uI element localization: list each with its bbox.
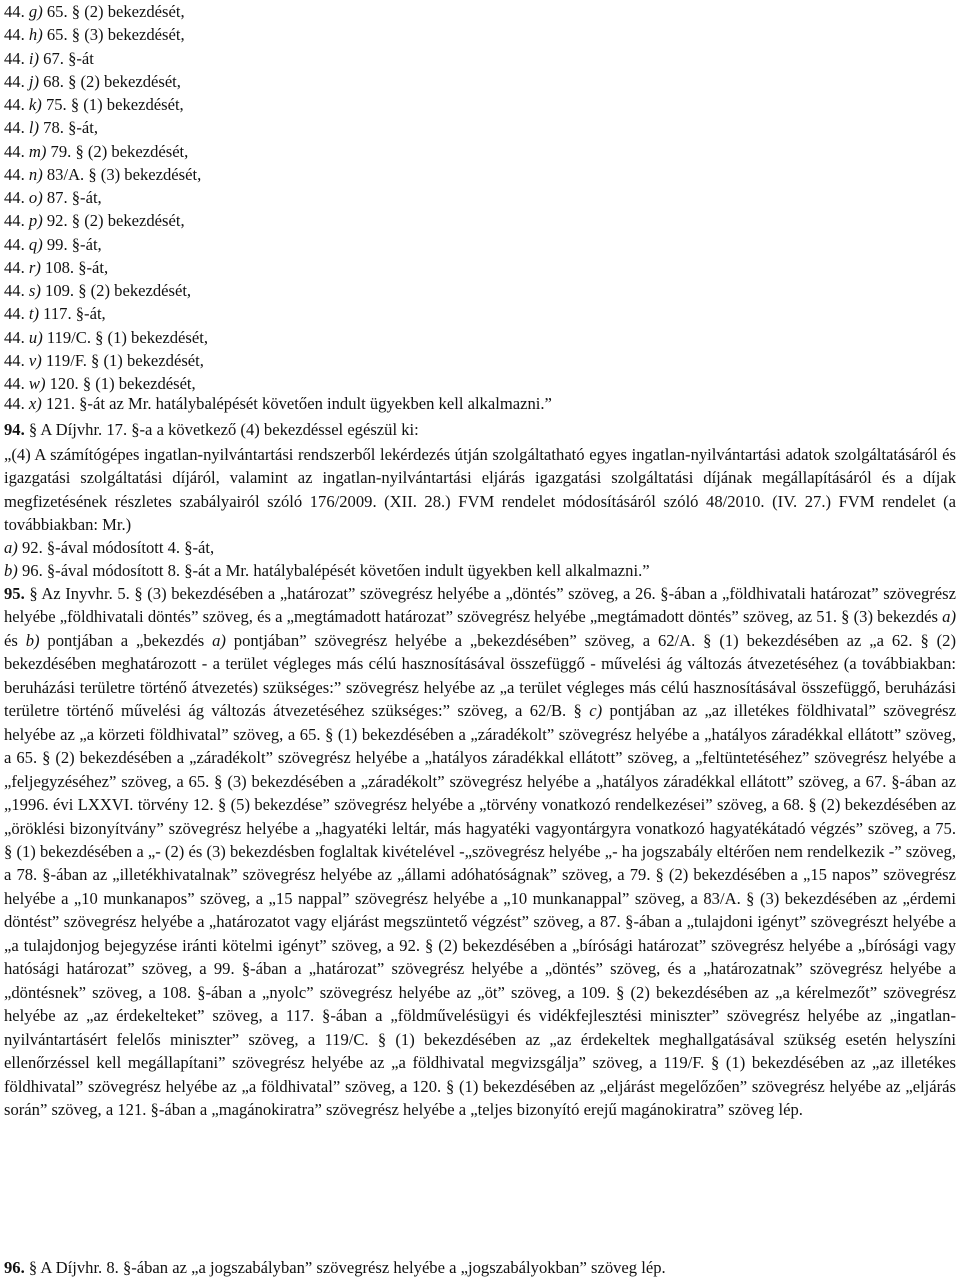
list-item: 44. r) 108. §-át, xyxy=(4,257,109,277)
list-item: 44. s) 109. § (2) bekezdését, xyxy=(4,281,192,300)
list-item: 44. l) 78. §-át, xyxy=(4,118,99,138)
list-item: 44. n) 83/A. § (3) bekezdését, xyxy=(4,164,202,184)
list-item: 44. h) 65. § (3) bekezdését, xyxy=(4,25,185,45)
list-item: 44. j) 68. § (2) bekezdését, xyxy=(4,71,181,91)
list-item: 44. o) 87. §-át, xyxy=(4,188,102,207)
section-94-heading: 94. § A Díjvhr. 17. §-a a következő (4) bekezdéssel egészül ki: xyxy=(4,420,419,439)
section-94-point-b: b) 96. §-ával módosított 8. §-át a Mr. hatálybalépését követően indult ügyekben kell alkalmazni.” xyxy=(4,561,650,580)
section-number: 94. xyxy=(4,420,25,439)
list-item-x: 44. x) 121. §-át az Mr. hatálybalépését követően indult ügyekben kell alkalmazni.” xyxy=(4,394,552,413)
list-item: 44. g) 65. § (2) bekezdését, xyxy=(4,2,185,21)
list-item: 44. v) 119/F. § (1) bekezdését, xyxy=(4,350,204,370)
section-96-paragraph: 96. § A Díjvhr. 8. §-ában az „a jogszabályban” szövegrész helyébe a „jogszabályokban” szöveg lép. xyxy=(4,1258,666,1277)
section-94-quote: „(4) A számítógépes ingatlan-nyilvántartási rendszerből lekérdezés útján szolgáltatható egyes ingatlan-nyilvántartási adatok szolgáltatásáról és igazgatási szolgáltatási díjáról, valamint az ingatlan-nyilvántartási eljárás igazgatási szolgáltatási díjának megállapításáról és a díjak megfizetésének részletes szabályairól szóló 176/2009. (XII. 28.) FVM rendelet módosításáról szóló 48/2010. (IV. 27.) FVM rendelet (a továbbiakban: Mr.) xyxy=(4,445,956,535)
list-item: 44. u) 119/C. § (1) bekezdését, xyxy=(4,327,208,347)
section-number: 96. xyxy=(4,1258,25,1277)
section-95-paragraph: 95. § Az Inyvhr. 5. § (3) bekezdésében a „határozat” szövegrész helyébe a „döntés” szöveg, a 26. §-ában a „földhivatali határozat” szövegrész helyébe „földhivatali döntés” szöveg, és a „megtámadott határozat” szövegrész helyébe „megtámadott döntés” szöveg, az 51. § (3) bekezdés a) és b) pontjában a „bekezdés a) pontjában” szövegrész helyébe a „bekezdésében” szöveg, a 62/A. § (1) bekezdésében az „a 62. § (2) bekezdésében meghatározott - a terület végleges más célú hasznosításával összefüggő - művelési ág változás átvezetéséhez (a továbbiakban: beruházási területre történő átvezetés) szükséges:” szövegrész helyébe az „a terület végleges más célú hasznosításával összefüggő, beruházási területre történő művelési ág változás átvezetéséhez szükséges:” szöveg, a 62/B. § c) pontjában az „az illetékes földhivatal” szövegrész helyébe az „a körzeti földhivatal” szöveg, a 65. § (1) bekezdésében a „záradékolt” szövegrész helyébe a „hatályos záradékkal ellátott” szöveg, a 65. § (2) bekezdésében a „záradékolt” szövegrész helyébe a „hatályos záradékkal ellátott” szöveg, a „feltüntetéséhez” szövegrész helyébe a „feljegyzéséhez” szöveg, a 65. § (3) bekezdésében a „záradékolt” szövegrész helyébe a „hatályos záradékkal ellátott” szöveg, a 67. §-ában az „1996. évi LXXVI. törvény 12. § (5) bekezdése” szövegrész helyébe a „törvény vonatkozó rendelkezései” szöveg, a 68. § (2) bekezdésében az „öröklési bizonyítvány” szövegrész helyébe a „hagyatéki leltár, más hagyatéki vagyontárgyra vonatkozó hagyatékátadó végzés” szöveg, a 75. § (1) bekezdésében a „- (2) és (3) bekezdésben foglaltak kivételével -„szövegrész helyébe „- ha jogszabály eltérően nem rendelkezik -” szöveg, a 78. §-ában az „illetékhivatalnak” szövegrész helyébe az „állami adóhatóságnak” szöveg, a 79. § (2) bekezdésében a „15 napos” szövegrész helyébe a „10 munkanapos” szöveg, a „15 nappal” szövegrész helyébe a „10 munkanappal” szöveg, a 83/A. § (3) bekezdésében az „érdemi döntést” szövegrész helyébe a „határozatot vagy eljárást megszüntető végzést” szöveg, a 87. §-ában a „tulajdoni igényt” szövegrészt helyébe a „a tulajdonjog bejegyzése iránti kötelmi igényt” szöveg, a 92. § (2) bekezdésében a „bírósági határozat” szövegrész helyébe a „bírósági vagy hatósági határozat” szöveg, a 99. §-ában a „határozat” szövegrész helyébe a „döntés” szöveg, és a „határozatnak” szövegrész helyébe a „döntésnek” szöveg, a 108. §-ában a „nyolc” szövegrész helyébe az „öt” szöveg, a 109. § (2) bekezdésében az „a kérelmezőt” szövegrész helyébe az „az érdekelteket” szöveg, a 117. §-ában a „földművelésügyi és vidékfejlesztési miniszter” szövegrész helyébe az „ingatlan-nyilvántartásért felelős miniszter” szöveg, a 119/C. § (1) bekezdésében az „az érdekeltek meghallgatásával szükség esetén helyszíni ellenőrzéssel kell megállapítani” szövegrész helyébe az „a földhivatal megvizsgálja” szöveg, a 119/F. § (1) bekezdésében az „az illetékes földhivatal” szövegrész helyébe az „a földhivatal” szöveg, a 120. § (1) bekezdésében az „eljárást megelőzően” szövegrész helyébe az „eljárás során” szöveg, a 121. §-ában a „magánokiratra” szövegrész helyébe a „teljes bizonyító erejű magánokiratra” szöveg lép. xyxy=(4,584,957,1119)
list-item: 44. t) 117. §-át, xyxy=(4,304,106,324)
list-item: 44. p) 92. § (2) bekezdését, xyxy=(4,211,185,231)
section-94-point-a: a) 92. §-ával módosított 4. §-át, xyxy=(4,538,215,557)
list-item: 44. w) 120. § (1) bekezdését, xyxy=(4,374,196,393)
list-item: 44. i) 67. §-át xyxy=(4,48,94,68)
list-item: 44. m) 79. § (2) bekezdését, xyxy=(4,141,189,161)
list-item: 44. k) 75. § (1) bekezdését, xyxy=(4,95,184,114)
section-number: 95. xyxy=(4,584,25,603)
list-item: 44. q) 99. §-át, xyxy=(4,234,102,254)
